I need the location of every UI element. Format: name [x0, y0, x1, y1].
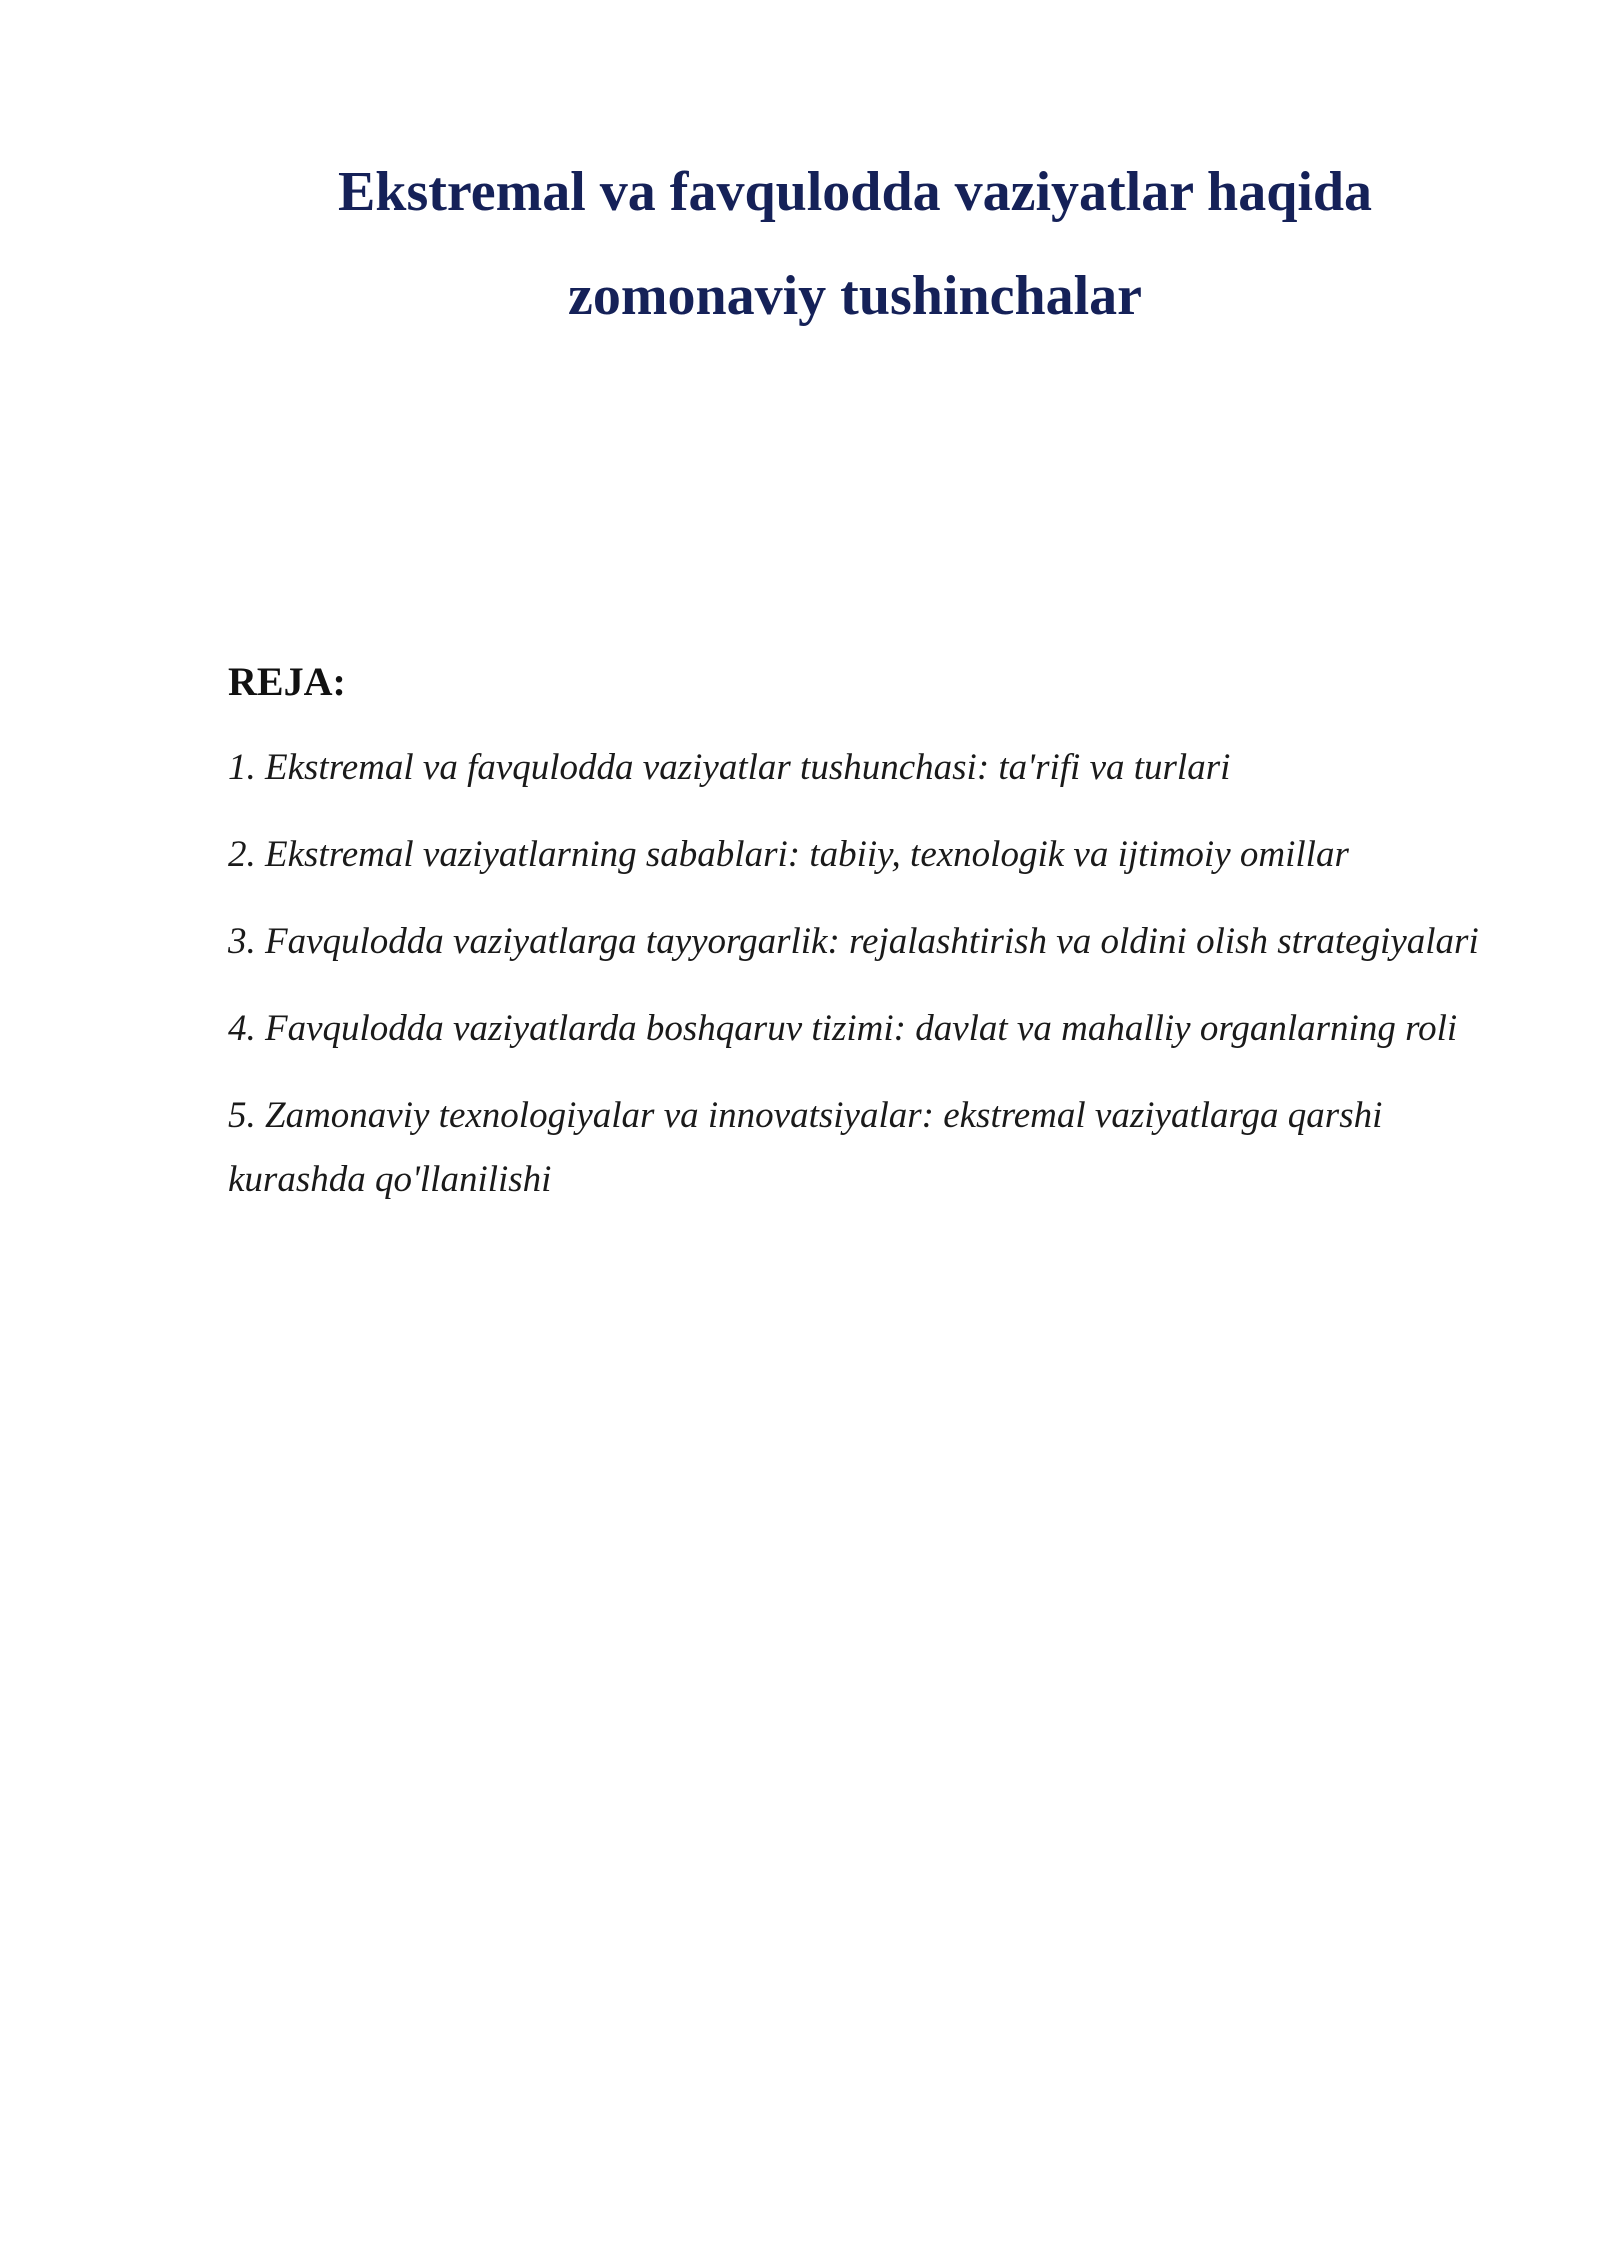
- plan-item: 3. Favqulodda vaziyatlarga tayyorgarlik: rejalashtirish va oldini olish strategiyalari: [228, 921, 1479, 962]
- document-title: Ekstremal va favqulodda vaziyatlar haqida zomonaviy tushinchalar: [337, 161, 1373, 327]
- plan-item: 1. Ekstremal va favqulodda vaziyatlar tushunchasi: ta'rifi va turlari: [228, 747, 1231, 788]
- plan-item: 4. Favqulodda vaziyatlarda boshqaruv tizimi: davlat va mahalliy organlarning roli: [228, 1008, 1458, 1049]
- plan-list: [228, 736, 1518, 1212]
- plan-item: 5. Zamonaviy texnologiyalar va innovatsiyalar: ekstremal vaziyatlarga qarshi kurashda qo'llanilishi: [228, 1095, 1383, 1200]
- plan-item: 2. Ekstremal vaziyatlarning sabablari: tabiiy, texnologik va ijtimoiy omillar: [228, 834, 1349, 875]
- plan-heading: REJA:: [228, 659, 346, 704]
- plan-section: [228, 650, 1518, 1235]
